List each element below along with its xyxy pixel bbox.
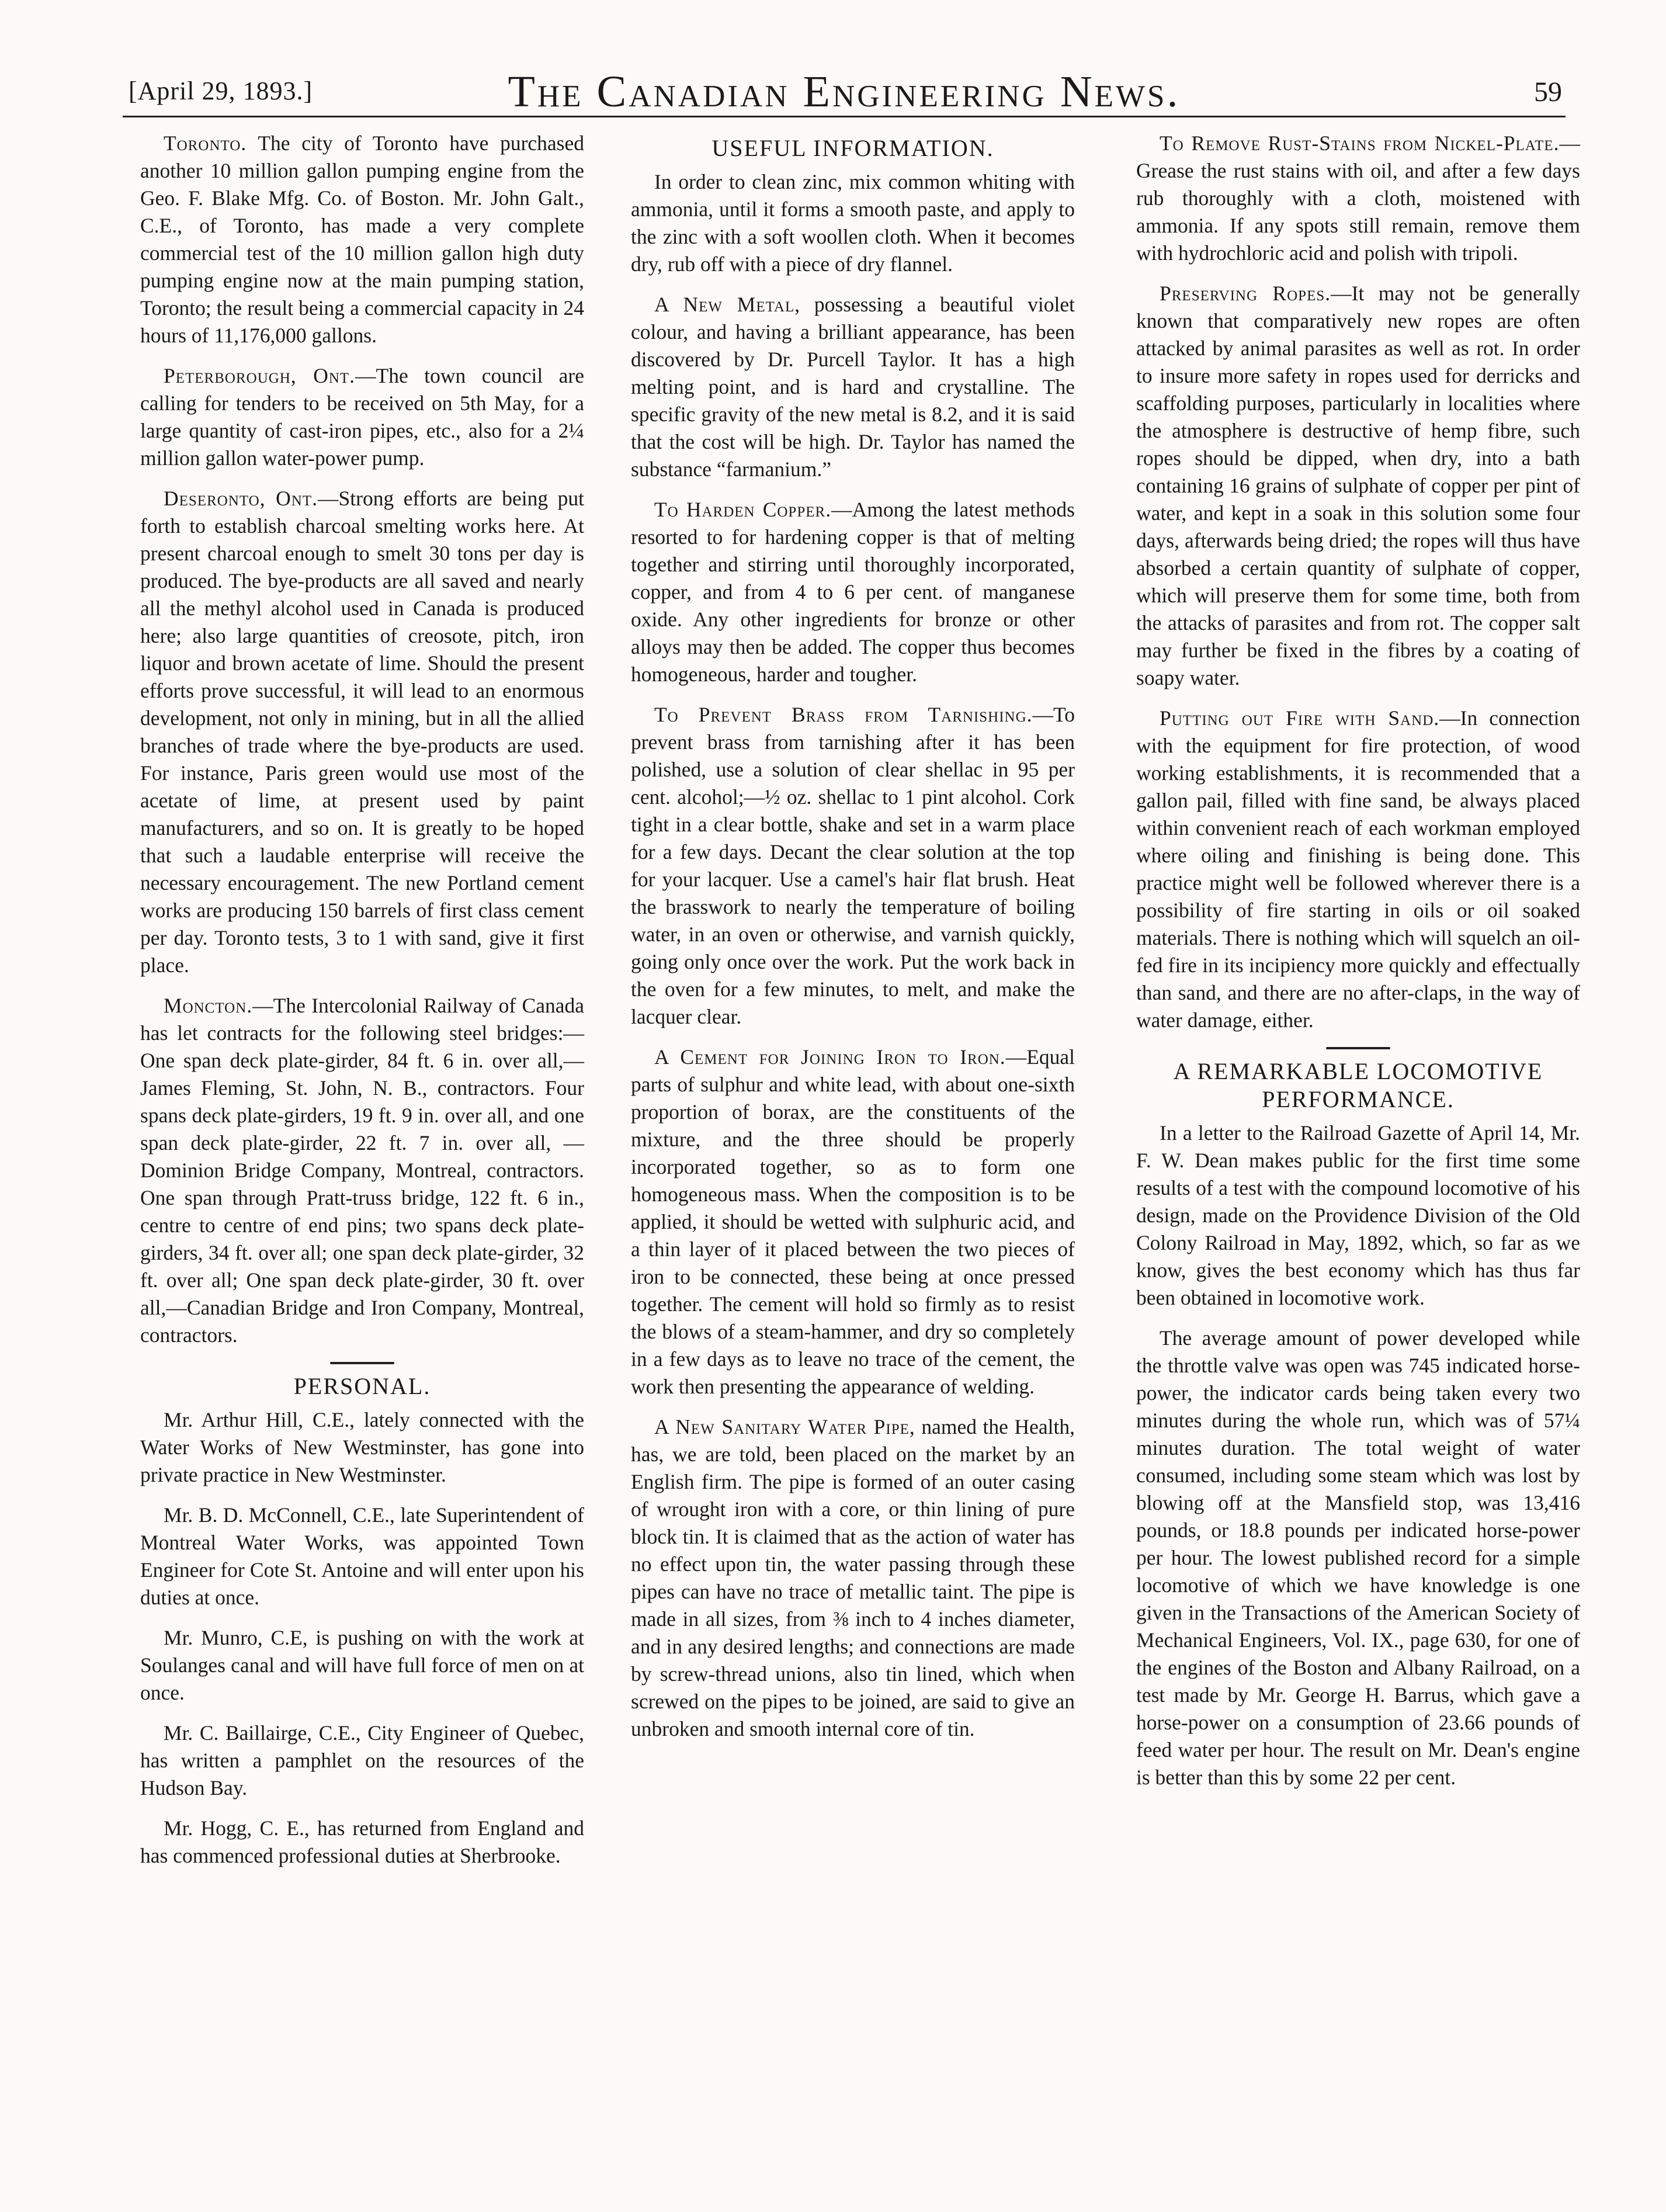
tip-heading: Putting out Fire with Sand. <box>1160 706 1440 730</box>
personal-item: Mr. Arthur Hill, C.E., lately connected with the Water Works of New Westminster, has gone into private practice in New Westminster. <box>140 1408 584 1486</box>
tip-preserving-ropes <box>1136 280 1580 692</box>
tip-heading: To Prevent Brass from Tarnishing. <box>654 703 1033 726</box>
tip-clean-zinc: In order to clean zinc, mix common whiting with ammonia, until it forms a smooth paste, and apply to the zinc with a soft woollen cloth. When it becomes dry, rub off with a piece of dry flannel. <box>631 170 1075 276</box>
article-text: The city of Toronto have purchased another 10 million gallon pumping engine from the Geo. F. Blake Mfg. Co. of Boston. Mr. John Galt., C.E., of Toronto, has made a very complete commercial test of the 10 million gallon high duty pumping engine now at the main pumping station, Toronto; the result being a commercial capacity in 24 hours of 11,176,000 gallons. <box>140 131 584 347</box>
tip-text: possessing a beautiful violet colour, and having a brilliant appearance, has been discovered by Dr. Purcell Taylor. It has a high melting point, and is hard and crystalline. The specific gravity of the new metal is 8.2, and it is said that the cost will be high. Dr. Taylor has named the substance “farmanium.” <box>631 293 1075 481</box>
article-text: —Strong efforts are being put forth to establish charcoal smelting works here. At present charcoal enough to smelt 30 tons per day is produced. The bye-products are all saved and nearly all the methyl alcohol used in Canada is produced here; also large quantities of creosote, pitch, iron liquor and brown acetate of lime. Should the present efforts prove successful, it will lead to an enormous development, not only in mining, but in all the allied branches of trade where the bye-products are used. For instance, Paris green would use most of the acetate of lime, at present used by paint manufacturers, and so on. It is greatly to be hoped that such a laudable enterprise will receive the necessary encouragement. The new Portland cement works are producing 150 barrels of first class cement per day. Toronto tests, 3 to 1 with sand, give it first place. <box>140 487 584 977</box>
column-right <box>1136 130 1580 1804</box>
tip-heading: A New Sanitary Water Pipe, <box>654 1415 915 1438</box>
article-moncton <box>140 992 584 1349</box>
section-divider <box>1326 1047 1390 1049</box>
place-heading: Toronto. <box>164 131 247 155</box>
tip-sanitary-pipe <box>631 1413 1075 1743</box>
locomotive-paragraph: In a letter to the Railroad Gazette of April 14, Mr. F. W. Dean makes public for the first time some results of a test with the compound locomotive of his design, made on the Providence Division of the Old Colony Railroad in May, 1892, which, so far as we know, gives the best economy which has thus far been obtained in locomotive work. <box>1136 1121 1580 1309</box>
tip-text: named the Health, has, we are told, been placed on the market by an English firm. The pipe is formed of an outer casing of wrought iron with a core, or thin lining of pure block tin. It is claimed that as the action of water has no effect upon tin, the water passing through these pipes can have no trace of metallic taint. The pipe is made in all sizes, from ⅜ inch to 4 inches diameter, and in any desired lengths; and connections are made by screw-thread unions, also tin lined, which when screwed on the pipes to be joined, are said to give an unbroken and smooth internal core of tin. <box>631 1415 1075 1741</box>
tip-rust-stains <box>1136 130 1580 267</box>
tip-heading: A Cement for Joining Iron to Iron. <box>654 1045 1006 1069</box>
section-divider <box>330 1362 394 1364</box>
place-heading: Moncton. <box>164 994 253 1017</box>
tip-text: —Grease the rust stains with oil, and after a few days rub thoroughly with a cloth, moistened with ammonia. If any spots still remain, remove them with hydrochloric acid and polish with tripoli. <box>1136 131 1580 265</box>
tip-heading: A New Metal, <box>654 293 801 316</box>
tip-text: —It may not be generally known that comparatively new ropes are often attacked by animal parasites as well as rot. In order to insure more safety in ropes used for derricks and scaffolding purposes, particularly in localities where the atmosphere is destructive of hemp fibre, such ropes should be dipped, when dry, into a bath containing 16 grains of sulphate of copper per pint of water, and kept in a soak in this solution some four days, afterwards being dried; the ropes will thus have absorbed a certain quantity of sulphate of copper, which will preserve them for some time, both from the attacks of parasites and from rot. The copper salt may further be fixed in the fibres by a coating of soapy water. <box>1136 282 1580 689</box>
tip-new-metal <box>631 291 1075 483</box>
article-text: —The Intercolonial Railway of Canada has let contracts for the following steel bridges:—One span deck plate-girder, 84 ft. 6 in. over all,—James Fleming, St. John, N. B., contractors. Four spans deck plate-girders, 19 ft. 9 in. over all, and one span deck plate-girder, 22 ft. 7 in. over all, —Dominion Bridge Company, Montreal, contractors. One span through Pratt-truss bridge, 122 ft. 6 in., centre to centre of end pins; two spans deck plate-girders, 34 ft. over all; one span deck plate-girder, 32 ft. over all; One span deck plate-girder, 30 ft. over all,—Canadian Bridge and Iron Company, Montreal, contractors. <box>140 994 584 1347</box>
masthead <box>123 63 1566 117</box>
tip-text: —To prevent brass from tarnishing after it has been polished, use a solution of clear shellac in 95 per cent. alcohol;—½ oz. shellac to 1 pint alcohol. Cork tight in a clear bottle, shake and set in a warm place for a few days. Decant the clear solution at the top for your lacquer. Use a camel's hair flat brush. Heat the brasswork to nearly the temperature of boiling water, in an oven or otherwise, and varnish quickly, going only once over the work. Put the work back in the oven for a few minutes, to melt, and make the lacquer clear. <box>631 703 1075 1028</box>
tip-text: —Equal parts of sulphur and white lead, with about one-sixth proportion of borax, are the constituents of the mixture, and the three should be properly incorporated together, so as to form one homogeneous mass. When the composition is to be applied, it should be wetted with sulphuric acid, and a thin layer of it placed between the two pieces of iron to be connected, these being at once pressed together. The cement will hold so firmly as to resist the blows of a steam-hammer, and dry so completely in a few days as to leave no trace of the cement, the work then presenting the appearance of welding. <box>631 1045 1075 1398</box>
tip-heading: To Remove Rust-Stains from Nickel-Plate. <box>1160 131 1560 155</box>
locomotive-heading: A REMARKABLE LOCOMOTIVE PERFORMANCE. <box>1173 1058 1543 1112</box>
personal-item: Mr. Munro, C.E, is pushing on with the work at Soulanges canal and will have full force of men on at once. <box>140 1626 584 1704</box>
place-heading: Peterborough, Ont. <box>164 364 356 387</box>
column-middle <box>631 130 1075 1756</box>
tip-text: —In connection with the equipment for fire protection, of wood working establishments, it is recommended that a gallon pail, filled with fine sand, be always placed within convenient reach of each workman employed where oiling and finishing is being done. This practice might well be followed wherever there is a possibility of fire starting in oils or oil soaked materials. There is nothing which will squelch an oil-fed fire in its incipiency more quickly and effectually than sand, and there are no after-claps, in the way of water damage, either. <box>1136 706 1580 1032</box>
article-peterborough <box>140 362 584 472</box>
tip-harden-copper <box>631 496 1075 688</box>
personal-item: Mr. B. D. McConnell, C.E., late Superintendent of Montreal Water Works, was appointed Town Engineer for Cote St. Antoine and will enter upon his duties at once. <box>140 1503 584 1609</box>
page-number: 59 <box>1534 77 1562 108</box>
tip-text: —Among the latest methods resorted to for hardening copper is that of melting together and stirring until thoroughly incorporated, copper, and from 4 to 6 per cent. of manganese oxide. Any other ingredients for bronze or other alloys may then be added. The copper thus becomes homogeneous, harder and tougher. <box>631 498 1075 686</box>
tip-fire-sand <box>1136 705 1580 1034</box>
issue-date: [April 29, 1893.] <box>129 77 313 105</box>
tip-cement-iron <box>631 1043 1075 1400</box>
tip-heading: To Harden Copper. <box>654 498 832 521</box>
article-text: —The town council are calling for tenders to be received on 5th May, for a large quantity of cast-iron pipes, etc., also for a 2¼ million gallon water-power pump. <box>140 364 584 470</box>
article-deseronto <box>140 485 584 979</box>
tip-heading: Preserving Ropes. <box>1160 282 1331 305</box>
place-heading: Deseronto, Ont. <box>164 487 318 510</box>
locomotive-paragraph: The average amount of power developed while the throttle valve was open was 745 indicated horse-power, the indicator cards being taken every two minutes during the whole run, which was of 57¼ minutes duration. The total weight of water consumed, including some steam which was lost by blowing off at the Mansfield stop, was 13,416 pounds, or 18.8 pounds per indicated horse-power per hour. The lowest published record for a simple locomotive of which we have knowledge is one given in the Transactions of the American Society of Mechanical Engineers, Vol. IX., page 630, for one of the engines of the Boston and Albany Railroad, on a test made by Mr. George H. Barrus, which gave a horse-power on a consumption of 23.66 pounds of feed water per hour. The result on Mr. Dean's engine is better than this by some 22 per cent. <box>1136 1326 1580 1789</box>
personal-heading: PERSONAL. <box>293 1373 431 1399</box>
tip-prevent-brass-tarnish <box>631 701 1075 1031</box>
personal-item: Mr. Hogg, C. E., has returned from England and has commenced professional duties at Sherbrooke. <box>140 1816 584 1867</box>
article-toronto <box>140 130 584 349</box>
personal-item: Mr. C. Baillairge, C.E., City Engineer of Quebec, has written a pamphlet on the resources of the Hudson Bay. <box>140 1721 584 1800</box>
useful-information-heading: USEFUL INFORMATION. <box>711 135 994 161</box>
publication-title: The Canadian Engineering News. <box>508 67 1181 116</box>
column-left <box>140 130 584 1882</box>
